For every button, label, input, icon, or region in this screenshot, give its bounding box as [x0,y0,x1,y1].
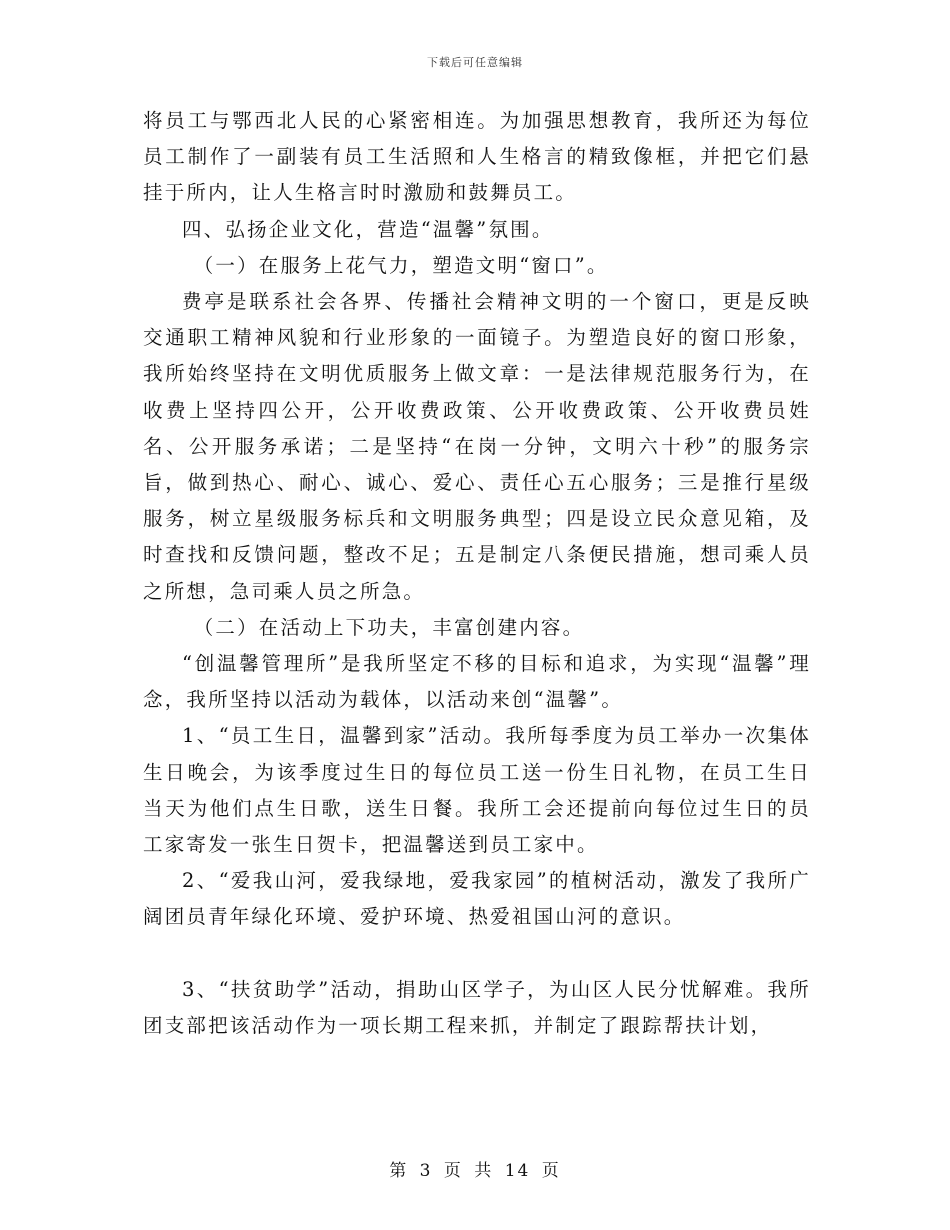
document-body [143,103,811,1044]
list-item-1: 1、“员工生日，温馨到家”活动。我所每季度为员工举办一次集体生日晚会，为该季度过生日的每位员工送一份生日礼物，在员工生日当天为他们点生日歌，送生日餐。我所工会还提前向每位过生日的员工家寄发一张生日贺卡，把温馨送到员工家中。 [143,724,811,857]
subsection-heading-1: （一）在服务上花气力，塑造文明“窗口”。 [193,253,609,277]
list-item-3: 3、“扶贫助学”活动，捐助山区学子，为山区人民分忧解难。我所团支部把该活动作为一项长期工程来抓，并制定了跟踪帮扶计划， [143,977,811,1037]
paragraph-goal: “创温馨管理所”是我所坚定不移的目标和追求，为实现“温馨”理念，我所坚持以活动为载体，以活动来创“温馨”。 [143,652,811,712]
list-item-2: 2、“爱我山河，爱我绿地，爱我家园”的植树活动，激发了我所广阔团员青年绿化环境、爱护环境、热爱祖国山河的意识。 [143,869,811,929]
subsection-heading-2: （二）在活动上下功夫，丰富创建内容。 [193,615,585,639]
page-header: 下载后可任意编辑 [427,56,523,69]
section-heading-4: 四、弘扬企业文化，营造“温馨”氛围。 [182,217,554,241]
paragraph-service: 费亭是联系社会各界、传播社会精神文明的一个窗口，更是反映交通职工精神风貌和行业形象的一面镜子。为塑造良好的窗口形象，我所始终坚持在文明优质服务上做文章：一是法律规范服务行为，在收费上坚持四公开，公开收费政策、公开收费政策、公开收费员姓名、公开服务承诺；二是坚持“在岗一分钟，文明六十秒”的服务宗旨，做到热心、耐心、诚心、爱心、责任心五心服务；三是推行星级服务，树立星级服务标兵和文明服务典型；四是设立民众意见箱，及时查找和反馈问题，整改不足；五是制定八条便民措施，想司乘人员之所想，急司乘人员之所急。 [143,290,811,603]
paragraph-continuation: 将员工与鄂西北人民的心紧密相连。为加强思想教育，我所还为每位员工制作了一副装有员工生活照和人生格言的精致像框，并把它们悬挂于所内，让人生格言时时激励和鼓舞员工。 [143,109,811,205]
page-number: 第 3 页 共 14 页 [389,1161,561,1181]
